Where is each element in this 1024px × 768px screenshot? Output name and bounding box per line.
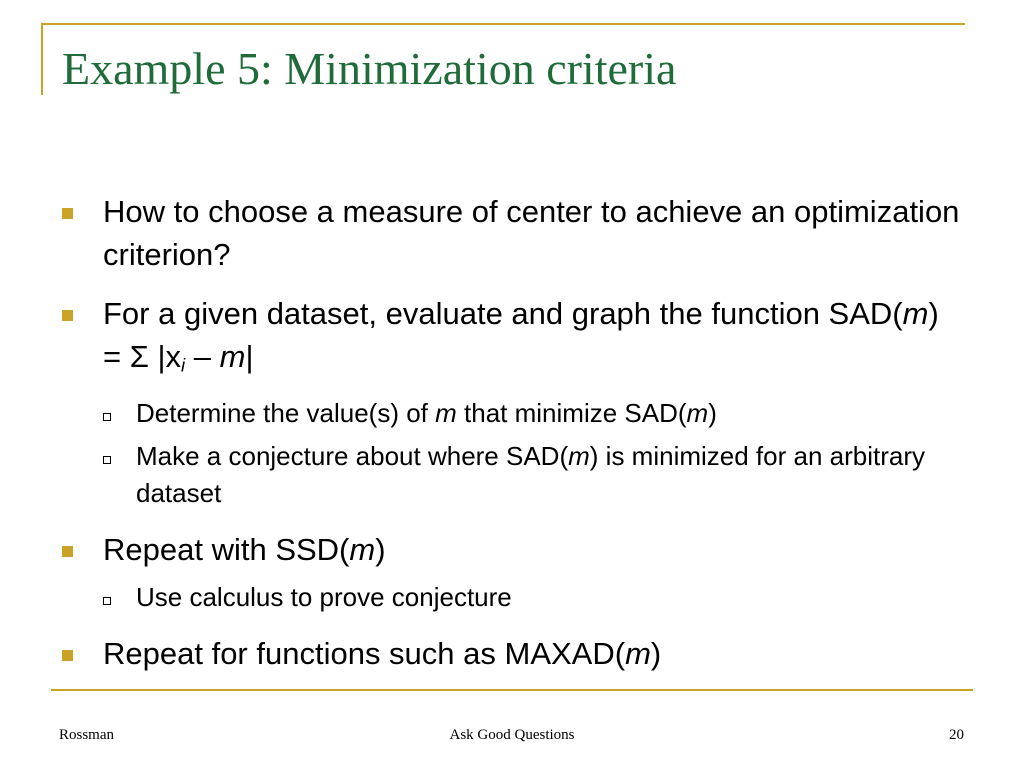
slide-title: Example 5: Minimization criteria [62,43,677,94]
square-bullet-icon [62,650,73,661]
bullet-text: Repeat with SSD( [103,531,350,567]
bullet-text: For a given dataset, evaluate and graph the function SAD( [103,296,903,331]
variable-m: m [686,397,709,428]
bullet-text: ) is minimized for an arbitrary dataset [136,440,925,508]
frame-left-rule [41,23,43,95]
variable-m: m [902,296,929,331]
bullet-text: – [185,339,220,374]
bullet-text: Repeat for functions such as MAXAD( [103,635,626,671]
bullet-text: Use calculus to prove conjecture [136,581,512,612]
sub-bullet-item [103,438,962,512]
variable-m: m [435,397,457,428]
hollow-square-bullet-icon [103,597,111,605]
footer-author: Rossman [59,727,115,743]
bullet-text: | [245,339,254,374]
bullet-item [62,292,962,387]
footer-title: Ask Good Questions [449,727,575,743]
page-number: 20 [949,727,964,743]
bullet-text: ) = Σ |x [103,296,939,374]
hollow-square-bullet-icon [103,456,111,464]
bullet-item [62,528,962,571]
square-bullet-icon [62,546,73,557]
bullet-item [62,190,962,276]
bullet-text: How to choose a measure of center to achieve an optimization criterion? [103,194,960,272]
square-bullet-icon [62,208,73,219]
square-bullet-icon [62,310,73,321]
bullet-text: ) [708,397,717,428]
bullet-text: that minimize SAD( [456,397,687,428]
bullet-text: ) [650,635,662,671]
subscript-i: i [181,354,186,376]
sub-bullet-item [103,579,962,616]
variable-m: m [349,531,376,567]
variable-m: m [568,440,590,471]
bullet-text: ) [375,531,386,567]
footer-rule [51,689,973,691]
frame-top-rule [43,23,965,25]
variable-m: m [625,635,651,671]
bullet-text: Determine the value(s) of [136,397,436,428]
variable-m: m [219,339,246,374]
bullet-item [62,632,962,675]
sub-bullet-item [103,395,962,432]
hollow-square-bullet-icon [103,413,111,421]
bullet-text: Make a conjecture about where SAD( [136,440,569,471]
slide-body [62,190,962,691]
